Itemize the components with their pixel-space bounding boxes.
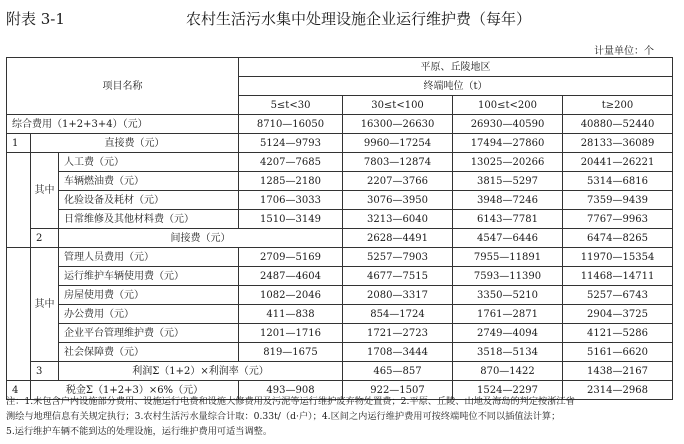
row-number	[7, 248, 31, 381]
capacity-header: 终端吨位（t）	[239, 77, 673, 96]
cost-range-cell: 1201—1716	[239, 324, 343, 343]
cost-range-cell: 922—1507	[343, 381, 453, 400]
cost-range-cell: 1082—2046	[239, 286, 343, 305]
cost-range-cell: 1285—2180	[239, 172, 343, 191]
cost-range-cell: 17494—27860	[453, 134, 563, 153]
row-label: 直接费（元）	[31, 134, 239, 153]
cost-range-cell: 2487—4604	[239, 267, 343, 286]
cost-range-cell: 854—1724	[343, 305, 453, 324]
cost-range-cell: 6474—8265	[563, 229, 673, 248]
cost-range-cell: 411—838	[239, 305, 343, 324]
cost-range-cell: 5257—7903	[343, 248, 453, 267]
row-label: 间接费（元）	[59, 229, 343, 248]
cost-range-cell: 7593—11390	[453, 267, 563, 286]
cost-range-cell: 3815—5297	[453, 172, 563, 191]
group-label: 其中	[31, 248, 59, 362]
table-row	[7, 210, 673, 229]
appendix-label: 附表 3-1	[6, 10, 65, 28]
row-label: 社会保障费（元）	[59, 343, 239, 362]
cost-range-cell: 3948—7246	[453, 191, 563, 210]
row-label: 利润Σ（1+2）×利润率（元）	[59, 362, 343, 381]
row-number: 1	[7, 134, 31, 153]
item-name-header: 项目名称	[7, 58, 239, 115]
cost-range-cell: 2628—4491	[343, 229, 453, 248]
cost-range-cell: 1510—3149	[239, 210, 343, 229]
page-title: 农村生活污水集中处理设施企业运行维护费（每年）	[186, 10, 532, 28]
cost-range-cell: 1721—2723	[343, 324, 453, 343]
range-header: t≥200	[563, 96, 673, 115]
table-row	[7, 172, 673, 191]
row-label: 企业平台管理维护费（元）	[59, 324, 239, 343]
cost-range-cell: 1761—2871	[453, 305, 563, 324]
footnotes	[6, 394, 678, 439]
row-label: 化验设备及耗材（元）	[59, 191, 239, 210]
table-row	[7, 191, 673, 210]
row-label: 运行维护车辆使用费（元）	[59, 267, 239, 286]
cost-range-cell: 4121—5286	[563, 324, 673, 343]
region-header: 平原、丘陵地区	[239, 58, 673, 77]
footnote-line: 5.运行维护车辆不能到达的处理设施，运行维护费用可适当调整。	[6, 426, 273, 437]
cost-range-cell: 3213—6040	[343, 210, 453, 229]
cost-range-cell: 2904—3725	[563, 305, 673, 324]
cost-range-cell: 16300—26630	[343, 115, 453, 134]
cost-range-cell: 4207—7685	[239, 153, 343, 172]
cost-range-cell: 2314—2968	[563, 381, 673, 400]
cost-range-cell: 3350—5210	[453, 286, 563, 305]
cost-range-cell: 28133—36089	[563, 134, 673, 153]
table-row	[7, 115, 673, 134]
table-row	[7, 286, 673, 305]
cost-range-cell: 2207—3766	[343, 172, 453, 191]
row-label: 房屋使用费（元）	[59, 286, 239, 305]
cost-range-cell: 1708—3444	[343, 343, 453, 362]
cost-range-cell: 4547—6446	[453, 229, 563, 248]
cost-range-cell: 493—908	[239, 381, 343, 400]
row-number	[7, 153, 31, 248]
row-number: 4	[7, 381, 31, 400]
cost-range-cell: 1524—2297	[453, 381, 563, 400]
cost-range-cell: 11970—15354	[563, 248, 673, 267]
cost-range-cell: 4677—7515	[343, 267, 453, 286]
cost-range-cell: 465—857	[343, 362, 453, 381]
table-row	[7, 134, 673, 153]
cost-range-cell: 3518—5134	[453, 343, 563, 362]
range-header: 5≤t<30	[239, 96, 343, 115]
table-row	[7, 248, 673, 267]
cost-range-cell: 7767—9963	[563, 210, 673, 229]
cost-range-cell: 819—1675	[239, 343, 343, 362]
cost-range-cell: 11468—14711	[563, 267, 673, 286]
row-label: 税金Σ（1+2+3）×6%（元）	[31, 381, 239, 400]
cost-range-cell: 5257—6743	[563, 286, 673, 305]
cost-range-cell: 5124—9793	[239, 134, 343, 153]
cost-range-cell: 2709—5169	[239, 248, 343, 267]
header-row	[7, 58, 673, 77]
group-label: 其中	[31, 153, 59, 229]
cost-range-cell: 6143—7781	[453, 210, 563, 229]
table-row	[7, 267, 673, 286]
cost-range-cell: 8710—16050	[239, 115, 343, 134]
cost-range-cell: 2080—3317	[343, 286, 453, 305]
cost-range-cell: 5161—6620	[563, 343, 673, 362]
cost-range-cell: 40880—52440	[563, 115, 673, 134]
cost-range-cell: 7803—12874	[343, 153, 453, 172]
row-label: 车辆燃油费（元）	[59, 172, 239, 191]
table-row	[7, 324, 673, 343]
cost-range-cell: 1438—2167	[563, 362, 673, 381]
table-row	[7, 343, 673, 362]
table-row	[7, 229, 673, 248]
cost-range-cell: 2749—4094	[453, 324, 563, 343]
cost-range-cell: 5314—6816	[563, 172, 673, 191]
row-number: 3	[31, 362, 59, 381]
cost-range-cell: 870—1422	[453, 362, 563, 381]
table-row	[7, 305, 673, 324]
table-row	[7, 153, 673, 172]
cost-range-cell: 9960—17254	[343, 134, 453, 153]
row-label: 管理人员费用（元）	[59, 248, 239, 267]
cost-table-body	[7, 58, 673, 400]
cost-range-cell: 26930—40590	[453, 115, 563, 134]
row-label: 办公费用（元）	[59, 305, 239, 324]
cost-range-cell: 7359—9439	[563, 191, 673, 210]
cost-table	[6, 57, 673, 400]
footnote-line: 注：1.未包含户内设施部分费用、设施运行电费和设施大修费用及污泥等运行维护废弃物处置费；2.平原、丘陵、山地及海岛的判定按浙江省	[6, 396, 575, 407]
row-label: 人工费（元）	[59, 153, 239, 172]
cost-range-cell: 20441—26221	[563, 153, 673, 172]
cost-range-cell: 1706—3033	[239, 191, 343, 210]
row-number: 2	[31, 229, 59, 248]
range-header: 30≤t<100	[343, 96, 453, 115]
cost-range-cell: 13025—20266	[453, 153, 563, 172]
cost-range-cell: 7955—11891	[453, 248, 563, 267]
row-label: 综合费用（1+2+3+4）（元）	[7, 115, 239, 134]
range-header: 100≤t<200	[453, 96, 563, 115]
table-row	[7, 362, 673, 381]
row-label: 日常维修及其他材料费（元）	[59, 210, 239, 229]
cost-range-cell: 3076—3950	[343, 191, 453, 210]
unit-label: 计量单位：个	[594, 46, 654, 57]
footnote-line: 测绘与地理信息有关规定执行；3.农村生活污水量综合计取：0.33t/（d·户）；4.区间之内运行维护费用可按终端吨位不同以插值法计算；	[6, 411, 561, 422]
